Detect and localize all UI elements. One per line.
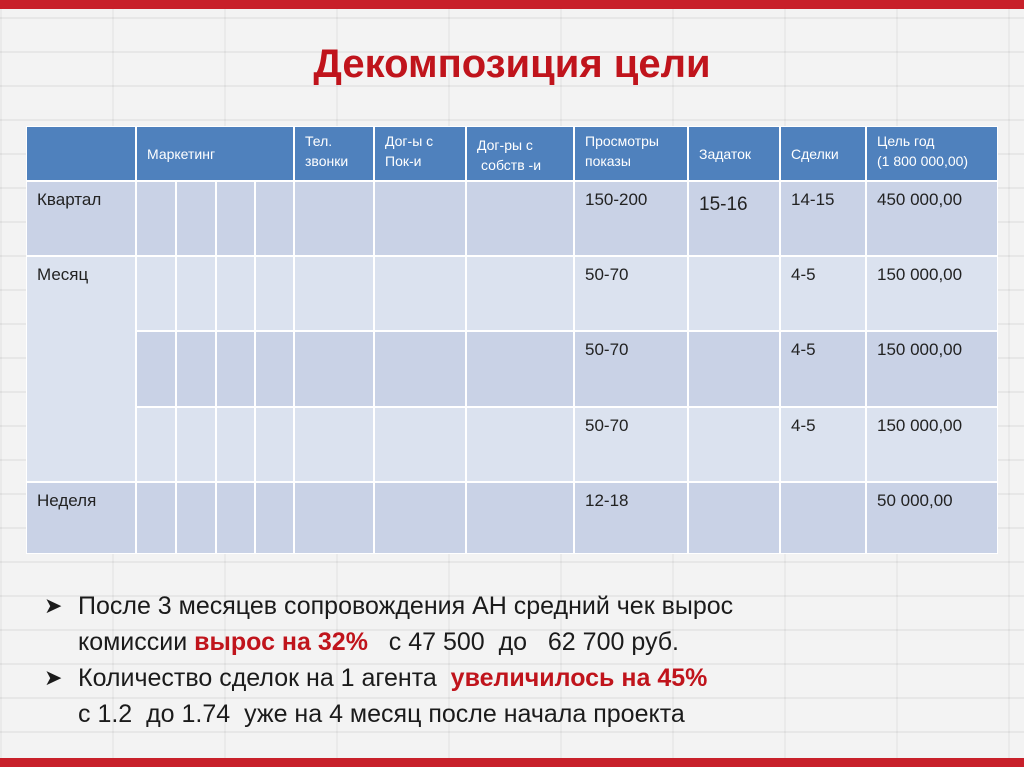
table-cell bbox=[136, 482, 176, 554]
table-cell bbox=[136, 331, 176, 407]
header-contracts-buyers-line2: Пок-и bbox=[385, 153, 422, 169]
header-deposit-label: Задаток bbox=[699, 146, 752, 162]
header-calls-line2: звонки bbox=[305, 153, 349, 169]
header-goal-year-line1: Цель год bbox=[877, 133, 935, 149]
top-accent-bar bbox=[0, 0, 1024, 9]
table-cell bbox=[136, 407, 176, 482]
bullet2-line1-start: Количество сделок на 1 агента bbox=[78, 664, 451, 692]
month3-goal: 150 000,00 bbox=[866, 407, 998, 482]
table-cell bbox=[176, 482, 216, 554]
month3-deposit bbox=[688, 407, 780, 482]
table-cell bbox=[294, 181, 374, 256]
month1-deposit bbox=[688, 256, 780, 331]
header-viewings-line1: Просмотры bbox=[585, 133, 659, 149]
table-cell bbox=[294, 407, 374, 482]
bullet2-line1 bbox=[78, 660, 1004, 696]
month2-deals: 4-5 bbox=[780, 331, 866, 407]
table-cell bbox=[216, 256, 255, 331]
week-deals bbox=[780, 482, 866, 554]
header-calls bbox=[294, 126, 374, 181]
table-cell bbox=[466, 407, 574, 482]
bottom-accent-bar bbox=[0, 758, 1024, 767]
header-deals bbox=[780, 126, 866, 181]
table-cell bbox=[374, 181, 466, 256]
month1-deals: 4-5 bbox=[780, 256, 866, 331]
row-label-week: Неделя bbox=[26, 482, 136, 554]
table-cell bbox=[294, 331, 374, 407]
quarter-viewings: 150-200 bbox=[574, 181, 688, 256]
table-cell bbox=[374, 407, 466, 482]
row-label-month: Месяц bbox=[26, 256, 136, 482]
header-contracts-owners-line1: Дог-ры с bbox=[477, 137, 533, 153]
bullet1-line2 bbox=[78, 624, 1004, 660]
bullet2-highlight: увеличилось на 45% bbox=[450, 664, 708, 692]
header-deals-label: Сделки bbox=[791, 146, 839, 162]
table-cell bbox=[136, 181, 176, 256]
table-cell bbox=[255, 256, 294, 331]
table-cell bbox=[176, 181, 216, 256]
header-viewings bbox=[574, 126, 688, 181]
table-cell bbox=[255, 407, 294, 482]
table-cell bbox=[176, 331, 216, 407]
table-cell bbox=[216, 482, 255, 554]
table-cell bbox=[294, 256, 374, 331]
table-cell bbox=[466, 482, 574, 554]
header-contracts-owners bbox=[466, 126, 574, 181]
table-cell bbox=[216, 407, 255, 482]
week-deposit bbox=[688, 482, 780, 554]
quarter-deposit: 15-16 bbox=[688, 181, 780, 256]
summary-bullets bbox=[44, 588, 1004, 732]
header-contracts-buyers-line1: Дог-ы с bbox=[385, 133, 434, 149]
table-cell bbox=[176, 256, 216, 331]
header-goal-year-line2: (1 800 000,00) bbox=[877, 153, 969, 169]
goal-decomposition-table bbox=[26, 126, 998, 554]
bullet2-line2: с 1.2 до 1.74 уже на 4 месяц после начала проекта bbox=[78, 700, 685, 728]
month3-deals: 4-5 bbox=[780, 407, 866, 482]
table-cell bbox=[176, 407, 216, 482]
header-goal-year bbox=[866, 126, 998, 181]
table-cell bbox=[294, 482, 374, 554]
row-label-quarter: Квартал bbox=[26, 181, 136, 256]
header-deposit bbox=[688, 126, 780, 181]
header-marketing-label: Маркетинг bbox=[147, 146, 216, 162]
quarter-goal: 450 000,00 bbox=[866, 181, 998, 256]
table-cell bbox=[255, 181, 294, 256]
month1-viewings: 50-70 bbox=[574, 256, 688, 331]
table-cell bbox=[216, 331, 255, 407]
table-cell bbox=[216, 181, 255, 256]
bullet-item-commission bbox=[44, 588, 1004, 660]
week-viewings: 12-18 bbox=[574, 482, 688, 554]
table-cell bbox=[255, 331, 294, 407]
bullet1-line2-start: комиссии bbox=[78, 628, 195, 656]
month2-goal: 150 000,00 bbox=[866, 331, 998, 407]
table-cell bbox=[374, 331, 466, 407]
week-goal: 50 000,00 bbox=[866, 482, 998, 554]
month2-deposit bbox=[688, 331, 780, 407]
slide-title: Декомпозиция цели bbox=[313, 42, 711, 86]
header-calls-line1: Тел. bbox=[305, 133, 333, 149]
bullet-item-deals bbox=[44, 660, 1004, 732]
table-cell bbox=[466, 256, 574, 331]
quarter-deals: 14-15 bbox=[780, 181, 866, 256]
month2-viewings: 50-70 bbox=[574, 331, 688, 407]
bullet1-highlight: вырос на 32% bbox=[194, 628, 368, 656]
table-cell bbox=[466, 181, 574, 256]
header-corner-cell bbox=[26, 126, 136, 181]
bullet1-line1: После 3 месяцев сопровождения АН средний чек вырос bbox=[78, 592, 734, 620]
table-cell bbox=[255, 482, 294, 554]
header-contracts-buyers bbox=[374, 126, 466, 181]
table-cell bbox=[136, 256, 176, 331]
header-contracts-owners-line2: собств -и bbox=[481, 157, 542, 173]
arrow-bullet-icon: ➤ bbox=[44, 665, 63, 690]
month1-goal: 150 000,00 bbox=[866, 256, 998, 331]
month3-viewings: 50-70 bbox=[574, 407, 688, 482]
table-cell bbox=[374, 256, 466, 331]
header-marketing bbox=[136, 126, 294, 181]
header-viewings-line2: показы bbox=[585, 153, 631, 169]
arrow-bullet-icon: ➤ bbox=[44, 593, 63, 618]
bullet1-line2-end: с 47 500 до 62 700 руб. bbox=[367, 628, 679, 656]
table-cell bbox=[466, 331, 574, 407]
table-cell bbox=[374, 482, 466, 554]
